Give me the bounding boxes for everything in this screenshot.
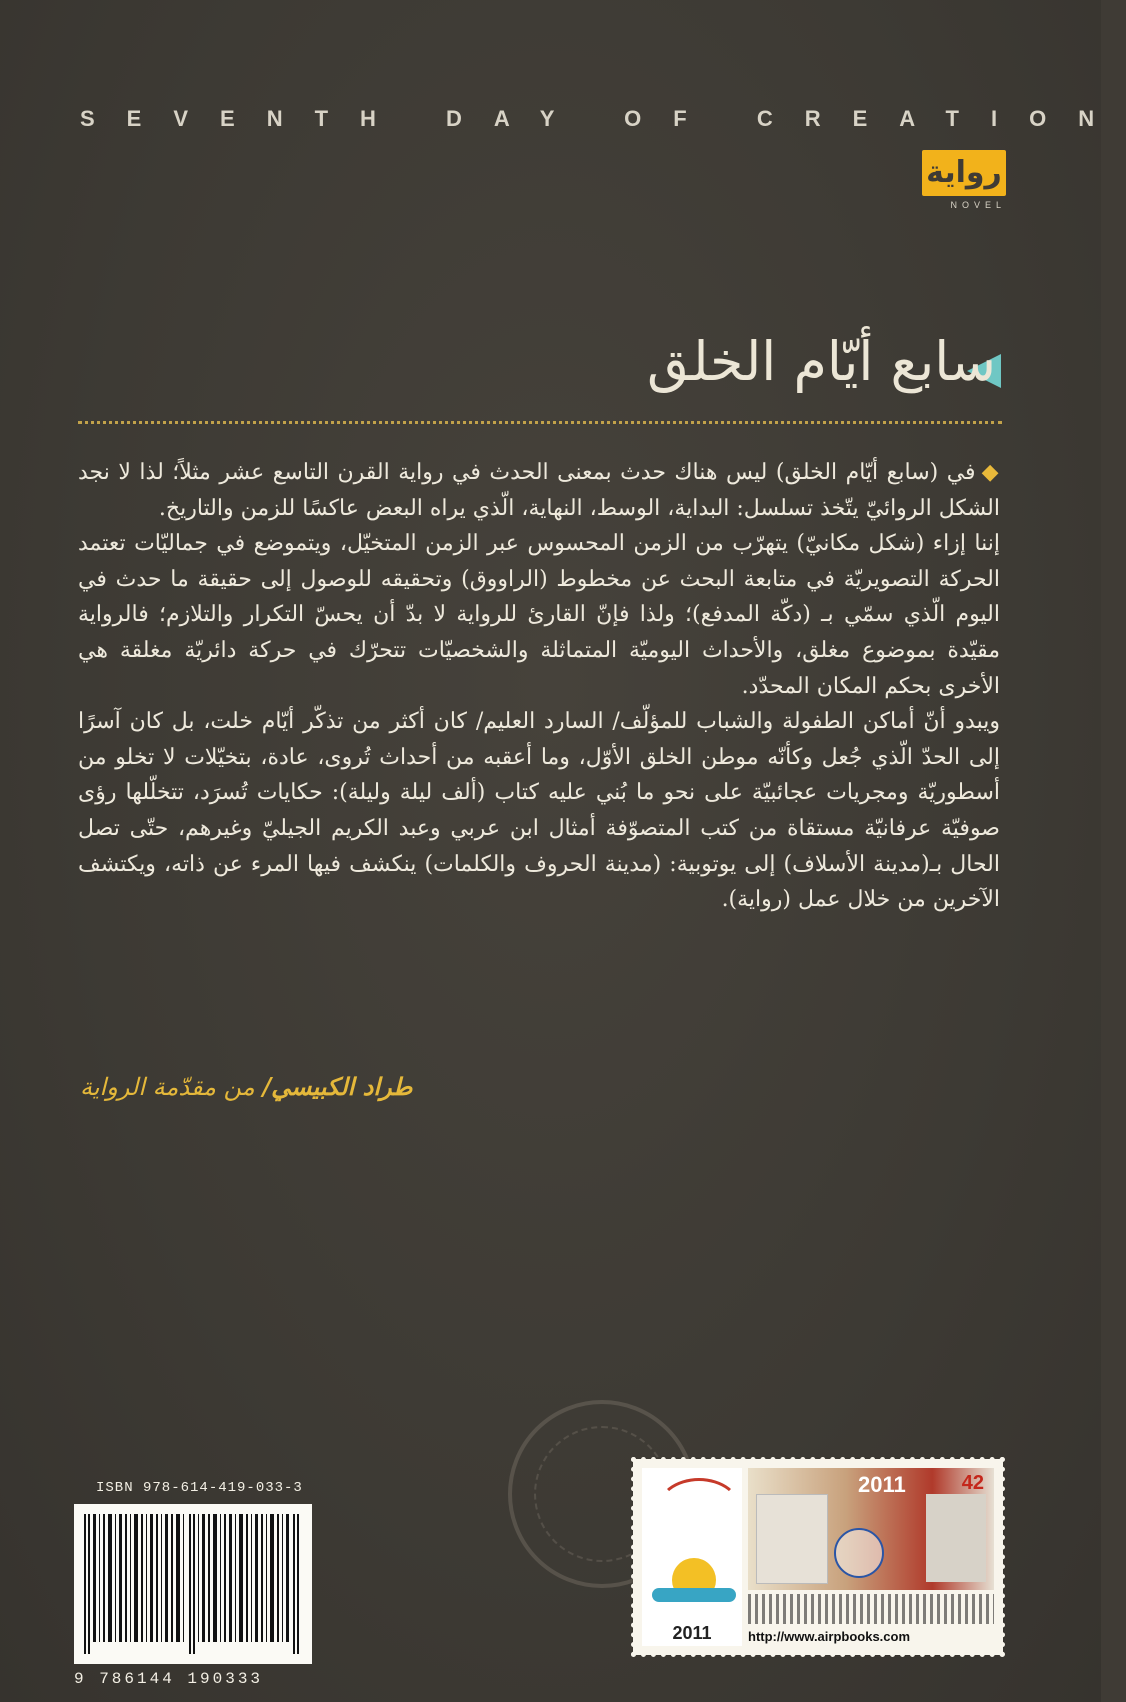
blurb-paragraph-1: ◆في (سابع أيّام الخلق) ليس هناك حدث بمعنى الحدث في رواية القرن التاسع عشر مثلاً؛ لذا لا نجد الشكل الروائيّ يتّخذ تسلسل: البداية، الوسط، النهاية، الّذي يراه البعض عاكسًا للزمن والتاريخ. [78,460,1001,521]
series-title: SEVENTH DAY OF CREATION [80,106,1126,131]
attribution [80,1072,680,1101]
barcode [74,1504,312,1664]
portrait-image [756,1494,828,1584]
stamp-url: http://www.airpbooks.com [748,1629,911,1644]
publisher-logo [922,150,1006,214]
logo-latin: NOVEL [950,200,1006,210]
logo-arabic: رواية [922,150,1006,196]
blurb-paragraph-3: ويبدو أنّ أماكن الطفولة والشباب للمؤلّف/ السارد العليم/ كان أكثر من تذكّر أيّام خلت، بل كان آسرًا إلى الحدّ الّذي جُعل وكأنّه موطن الخلق الأوّل، وما أعقبه من أحداث تُروى، عادة، بتخيّلات لا تخلو من أسطوريّة ومجريات عجائبيّة على نحو ما بُني عليه كتاب (ألف ليلة وليلة): حكايات تُسرَد، تتخلّلها رؤى صوفيّة عرفانيّة مستقاة من كتب المتصوّفة أمثال ابن عربي وعبد الكريم الجيليّ وغيرهم، حتّى تصل الحال بـ(مدينة الأسلاف) إلى يوتوبية: (مدينة الحروف والكلمات) ينكشف فيها المرء عن ذاته، ويكتشف الآخرين من خلال عمل (رواية). [78,709,1000,913]
postage-stamp [636,1462,1000,1652]
isbn-label: ISBN 978-614-419-033-3 [96,1480,303,1496]
seal-icon [834,1528,884,1578]
dotted-divider [78,421,1002,424]
stamp-value: 42 [961,1472,984,1494]
stamp-address-text [748,1594,994,1624]
barcode-block [74,1480,314,1688]
attribution-name: طراد الكبيسي/ [262,1072,413,1101]
book-title: سابع أيّام الخلق [647,330,996,393]
blurb [78,455,1000,918]
wave-icon [652,1588,736,1602]
stamp-year-main: 2011 [858,1472,906,1497]
stamp-year-side: 2011 [672,1623,712,1643]
blurb-paragraph-2: إننا إزاء (شكل مكانيّ) يتهرّب من الزمن المحسوس عبر الزمن المتخيّل، ويتموضع في جماليّات تعتمد الحركة التصويريّة في متابعة البحث عن مخطوط (الراووق) وتحقيقه للوصول إلى حقيقة ما حدث في اليوم الّذي سمّي بـ (دكّة المدفع)؛ ولذا فإنّ القارئ للرواية لا بدّ أن يحسّ التكرار والتلازم؛ فالرواية مقيّدة بموضوع مغلق، والأحداث اليوميّة المتماثلة والشخصيّات تتحرّك في حركة دائريّة مغلقة هي الأخرى بحكم المكان المحدّد. [78,531,1001,699]
bullet-diamond-icon: ◆ [981,460,1001,485]
stamp-main-panel [748,1468,994,1590]
figure-illustration [926,1494,986,1582]
stamp-arc-graphic [656,1478,742,1544]
stamp-left-panel [642,1468,742,1646]
barcode-bars [80,1514,306,1654]
attribution-source: من مقدّمة الرواية [80,1073,255,1101]
barcode-number: 9 786144 190333 [74,1670,264,1688]
